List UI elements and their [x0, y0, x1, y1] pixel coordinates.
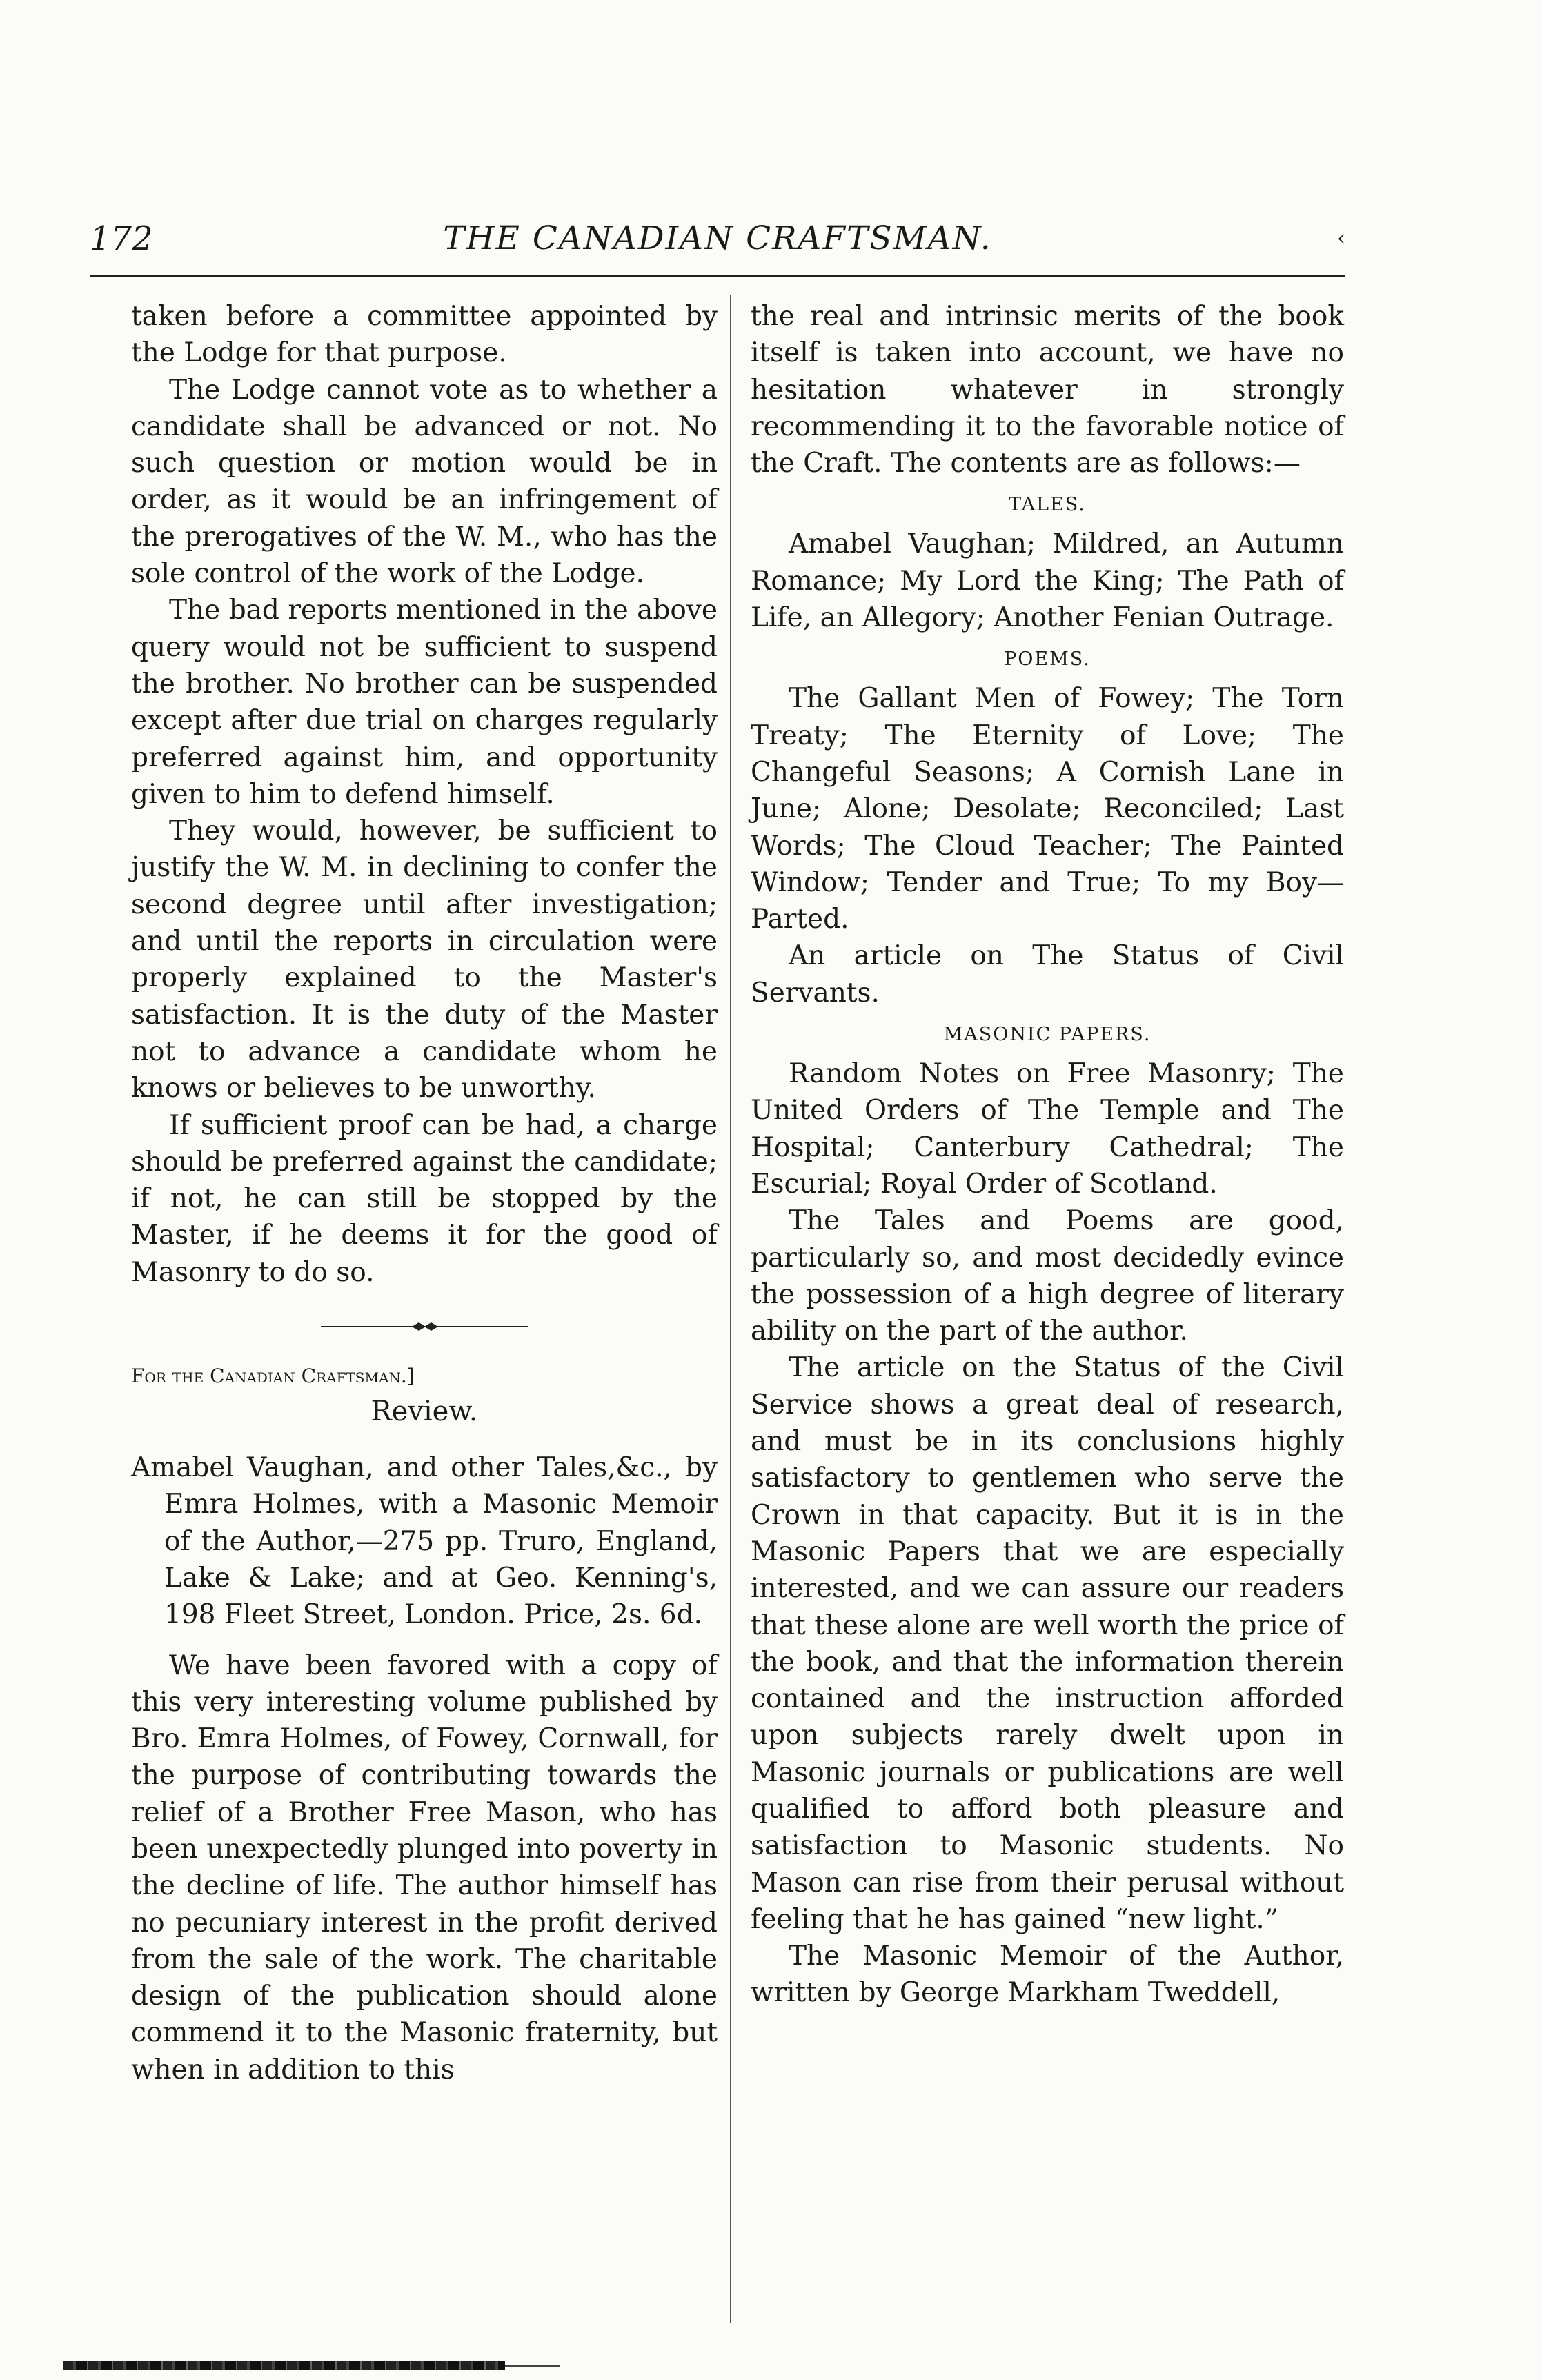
paragraph: taken before a committee appointed by the Lodge for that purpose.	[131, 301, 718, 369]
citation-text: Amabel Vaughan, and other Tales,&c., by Emra Holmes, with a Masonic Memoir of the Author,—275 pp. Truro, England, Lake & Lake; and at Geo. Kenning's, 198 Fleet Street, London. Price, 2s. 6d.	[131, 1452, 718, 1631]
margin-mark: ‹	[1337, 226, 1345, 250]
paragraph: We have been favored with a copy of this very interesting volume published by Bro. Emra Holmes, of Fowey, Cornwall, for the purpose of contributing towards the relief of a Brother Free Mason, who has been unexpectedly plunged into poverty in the decline of life. The author himself has no pecuniary interest in the profit derived from the sale of the work. The charitable design of the publication should alone commend it to the Masonic fraternity, but when in addition to this	[131, 1649, 718, 2085]
header-rule	[90, 275, 1345, 277]
left-column	[131, 298, 718, 2088]
journal-title: THE CANADIAN CRAFTSMAN.	[443, 219, 992, 257]
column-divider	[730, 295, 731, 2323]
poems-list: The Gallant Men of Fowey; The Torn Treaty; The Eternity of Love; The Changeful Seasons; A Cornish Lane in June; Alone; Desolate; Reconciled; Last Words; The Cloud Teacher; The Painted Window; Tender and True; To my Boy—Parted.	[751, 683, 1344, 935]
tales-list: Amabel Vaughan; Mildred, an Autumn Romance; My Lord the King; The Path of Life, an Allegory; Another Fenian Outrage.	[751, 528, 1344, 634]
paragraph: The bad reports mentioned in the above query would not be sufficient to suspend the brother. No brother can be suspended except after due trial on charges regularly preferred against him, and opportunity given to him to defend himself.	[131, 595, 718, 810]
source-note: For the Canadian Craftsman.]	[131, 1365, 415, 1388]
masonic-papers-heading: MASONIC PAPERS.	[943, 1024, 1151, 1046]
paragraph: The Lodge cannot vote as to whether a candidate shall be advanced or not. No such question or motion would be in order, as it would be an infringement of the prerogatives of the W. M., who has the sole control of the work of the Lodge.	[131, 374, 718, 590]
page-edge-scan-mark	[505, 2365, 560, 2367]
review-title: Review.	[370, 1396, 478, 1428]
tales-heading: TALES.	[1009, 494, 1086, 516]
poems-heading: POEMS.	[1004, 648, 1091, 671]
paragraph: If sufficient proof can be had, a charge should be preferred against the candidate; if not, he can still be stopped by the Master, if he deems it for the good of Masonry to do so.	[131, 1109, 718, 1288]
article-note: An article on The Status of Civil Servants.	[751, 940, 1344, 1009]
right-column	[751, 298, 1344, 2012]
masonic-papers-list: Random Notes on Free Masonry; The United Orders of The Temple and The Hospital; Canterbury Cathedral; The Escurial; Royal Order of Scotland.	[751, 1058, 1344, 1200]
section-ornament	[131, 1321, 718, 1332]
paragraph: The Masonic Memoir of the Author, written by George Markham Tweddell,	[751, 1941, 1344, 2009]
paragraph: The Tales and Poems are good, particularly so, and most decidedly evince the possession of a high degree of literary ability on the part of the author.	[751, 1205, 1344, 1347]
book-citation	[131, 1449, 718, 1633]
page-number: 172	[90, 219, 153, 258]
paragraph: the real and intrinsic merits of the book itself is taken into account, we have no hesitation whatever in strongly recommending it to the favorable notice of the Craft. The contents are as follows:—	[751, 301, 1344, 479]
running-head	[90, 219, 1345, 268]
paragraph: They would, however, be sufficient to justify the W. M. in declining to confer the second degree until after investigation; and until the reports in circulation were properly explained to the Master's satisfaction. It is the duty of the Master not to advance a candidate whom he knows or believes to be unworthy.	[131, 815, 718, 1104]
page-edge-scan-mark	[63, 2361, 505, 2370]
paragraph: The article on the Status of the Civil Service shows a great deal of research, and must be in its conclusions highly satisfactory to gentlemen who serve the Crown in that capacity. But it is in the Masonic Papers that we are especially interested, and we can assure our readers that these alone are well worth the price of the book, and that the information therein contained and the instruction afforded upon subjects rarely dwelt upon in Masonic journals or publications are well qualified to afford both pleasure and satisfaction to Masonic students. No Mason can rise from their perusal without feeling that he has gained “new light.”	[751, 1352, 1344, 1935]
